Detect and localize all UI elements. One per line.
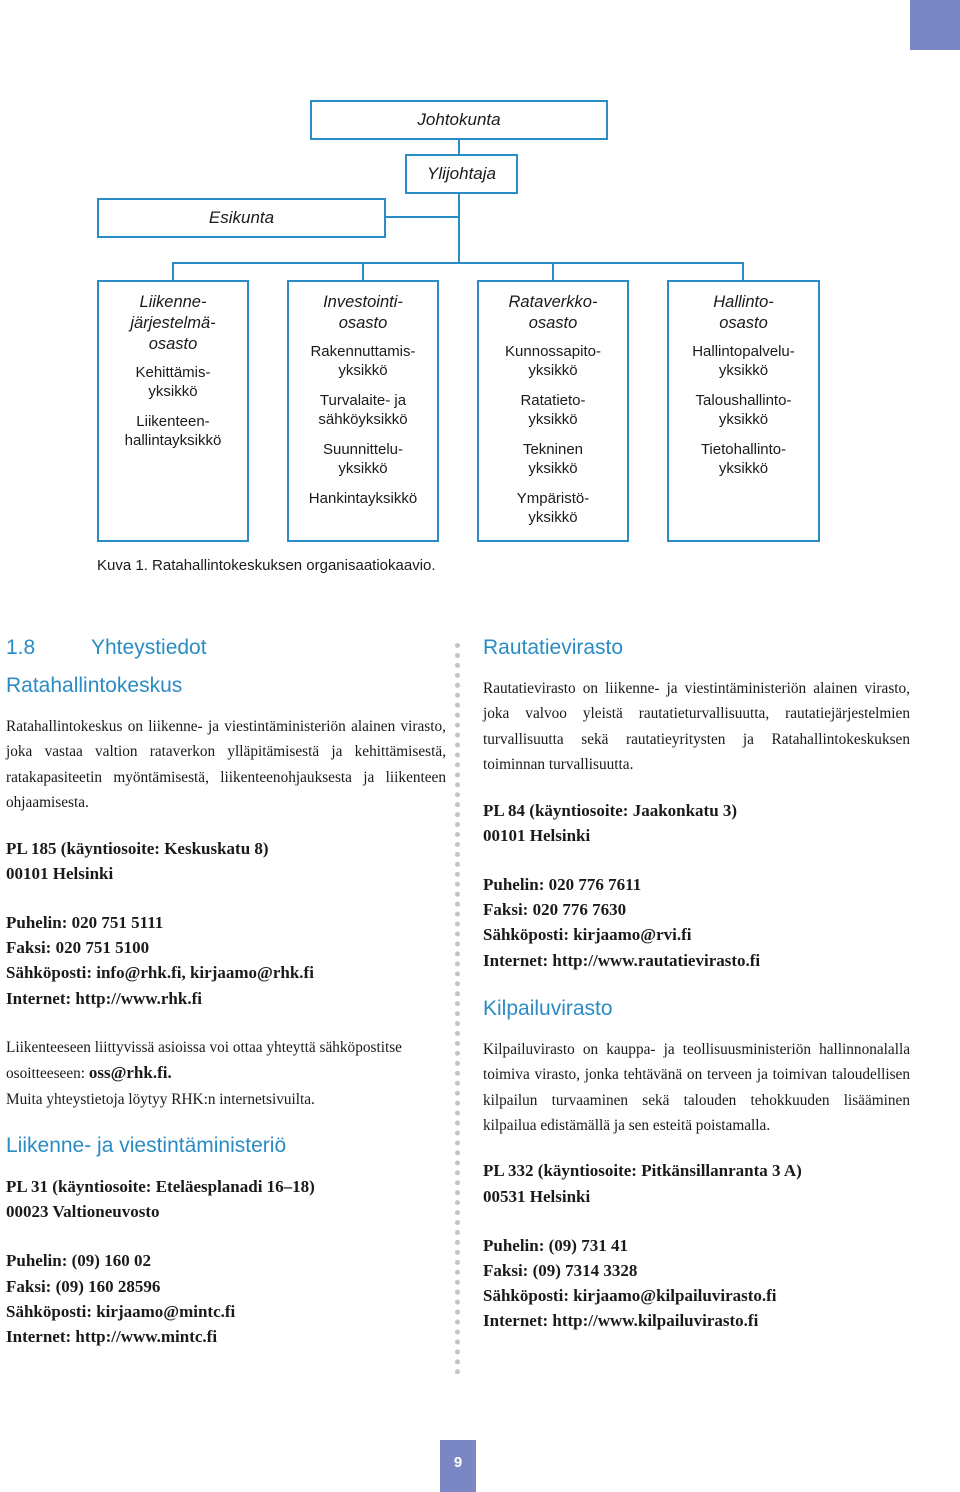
- staff-label: Esikunta: [208, 208, 275, 227]
- unit-label: Taloushallinto- yksikkö: [695, 392, 792, 428]
- rhk-description: Ratahallintokeskus on liikenne- ja viestintäministeriön alainen virasto, joka vastaa valtion rataverkon ylläpitämisestä ja kehittämisestä, ratakapasiteetin myöntämisestä, liikenteenohjauksesta ja liikenteen ohjaamisesta.: [6, 718, 446, 812]
- section-heading: [6, 636, 446, 660]
- right-column: [483, 636, 910, 1358]
- note-text-2: Muita yhteystietoja löytyy RHK:n internetsivuilta.: [6, 1090, 315, 1108]
- ministry-contacts: [6, 1248, 446, 1349]
- kilpailu-contacts: [483, 1233, 910, 1334]
- address-line: PL 84 (käyntiosoite: Jaakonkatu 3): [483, 800, 738, 820]
- fax-line: Faksi: (09) 160 28596: [6, 1276, 161, 1296]
- rhk-heading: Ratahallintokeskus: [6, 674, 183, 697]
- phone-line: Puhelin: (09) 731 41: [483, 1235, 628, 1255]
- section-title: Yhteystiedot: [91, 636, 207, 659]
- department-box-administration: [667, 280, 820, 542]
- internet-line: Internet: http://www.kilpailuvirasto.fi: [483, 1311, 759, 1331]
- connector-dept-1: [172, 262, 174, 280]
- unit-label: Suunnittelu- yksikkö: [322, 441, 404, 477]
- unit-label: Ratatieto- yksikkö: [520, 392, 586, 428]
- email-line: Sähköposti: info@rhk.fi, kirjaamo@rhk.fi: [6, 963, 314, 983]
- department-title: Liikenne- järjestelmä- osasto: [130, 293, 216, 353]
- ministry-heading: Liikenne- ja viestintäministeriö: [6, 1134, 287, 1158]
- kilpailu-heading: Kilpailuvirasto: [483, 996, 613, 1020]
- kilpailu-description: Kilpailuvirasto on kauppa- ja teollisuusministeriön hallinnonalalla toimiva virasto, jonka tehtävänä on terveen ja toimivan taloudellisen kilpailun turvaaminen sekä talouden tehokkuuden lisääminen kilpailua edistämällä ja sen esteitä poistamalla.: [483, 1040, 910, 1135]
- email-line: Sähköposti: kirjaamo@kilpailuvirasto.fi: [483, 1286, 777, 1306]
- fax-line: Faksi: 020 776 7630: [483, 900, 627, 920]
- department-title: Hallinto- osasto: [713, 293, 774, 332]
- page-number: 9: [440, 1440, 476, 1492]
- department-title: Rataverkko- osasto: [508, 293, 598, 332]
- unit-label: Hankintayksikkö: [308, 490, 418, 507]
- note-email: oss@rhk.fi.: [88, 1063, 172, 1083]
- section-number: 1.8: [6, 636, 36, 659]
- department-box-traffic: [97, 280, 249, 542]
- unit-label: Kunnossapito- yksikkö: [505, 343, 601, 379]
- email-line: Sähköposti: kirjaamo@mintc.fi: [6, 1301, 236, 1321]
- email-line: Sähköposti: kirjaamo@rvi.fi: [483, 925, 692, 945]
- board-box: [310, 100, 608, 140]
- address-line: 00531 Helsinki: [483, 1186, 591, 1206]
- unit-label: Tekninen yksikkö: [522, 441, 584, 477]
- phone-line: Puhelin: (09) 160 02: [6, 1251, 151, 1271]
- director-box: [405, 154, 518, 194]
- fax-line: Faksi: (09) 7314 3328: [483, 1261, 638, 1281]
- connector-staff: [385, 216, 459, 218]
- column-divider: [455, 643, 460, 1375]
- figure-caption: Kuva 1. Ratahallintokeskuksen organisaatiokaavio.: [97, 557, 436, 574]
- left-column: [6, 636, 446, 1373]
- rvi-heading: Rautatievirasto: [483, 636, 624, 659]
- phone-line: Puhelin: 020 751 5111: [6, 913, 164, 933]
- address-line: PL 332 (käyntiosoite: Pitkänsillanranta 3 A): [483, 1161, 802, 1181]
- phone-line: Puhelin: 020 776 7611: [483, 875, 642, 895]
- department-box-investment: [287, 280, 439, 542]
- address-line: PL 185 (käyntiosoite: Keskuskatu 8): [6, 838, 269, 858]
- unit-label: Turvalaite- ja sähköyksikkö: [318, 392, 408, 428]
- rhk-address: [6, 836, 446, 886]
- unit-label: Ympäristö- yksikkö: [516, 490, 590, 526]
- internet-line: Internet: http://www.rhk.fi: [6, 988, 202, 1008]
- internet-line: Internet: http://www.mintc.fi: [6, 1327, 218, 1347]
- address-line: 00101 Helsinki: [6, 863, 114, 883]
- ministry-address: [6, 1174, 446, 1224]
- unit-label: Rakennuttamis- yksikkö: [310, 343, 416, 379]
- rvi-contacts: [483, 872, 910, 973]
- unit-label: Hallintopalvelu- yksikkö: [692, 343, 795, 379]
- note-text: Liikenteeseen liittyvissä asioissa voi ottaa yhteyttä sähköpostitse osoitteeseen:: [6, 1038, 402, 1083]
- internet-line: Internet: http://www.rautatievirasto.fi: [483, 950, 761, 970]
- unit-label: Kehittämis- yksikkö: [135, 364, 211, 400]
- rhk-note: [6, 1035, 446, 1112]
- connector-director-trunk: [458, 192, 460, 264]
- fax-line: Faksi: 020 751 5100: [6, 938, 150, 958]
- director-label: Ylijohtaja: [427, 164, 496, 183]
- corner-color-tab: [910, 0, 960, 50]
- rvi-address: [483, 798, 910, 848]
- connector-horizontal: [172, 262, 744, 264]
- unit-label: Tietohallinto- yksikkö: [700, 441, 787, 477]
- department-box-network: [477, 280, 629, 542]
- connector-dept-3: [552, 262, 554, 280]
- address-line: 00023 Valtioneuvosto: [6, 1202, 160, 1222]
- unit-label: Liikenteen- hallintayksikkö: [124, 413, 222, 449]
- address-line: PL 31 (käyntiosoite: Eteläesplanadi 16–18): [6, 1177, 315, 1197]
- department-title: Investointi- osasto: [323, 293, 403, 332]
- rvi-description: Rautatievirasto on liikenne- ja viestintäministeriön alainen virasto, joka valvoo yleistä rautatieturvallisuutta, rautatiejärjestelmien turvallisuutta sekä rautatieyritysten ja Ratahallintokeskuksen toiminnan turvallisuutta.: [483, 680, 910, 774]
- staff-box: [97, 198, 386, 238]
- connector-dept-2: [362, 262, 364, 280]
- connector-dept-4: [742, 262, 744, 280]
- rhk-contacts: [6, 910, 446, 1011]
- kilpailu-address: [483, 1158, 910, 1208]
- board-label: Johtokunta: [417, 110, 501, 129]
- address-line: 00101 Helsinki: [483, 825, 591, 845]
